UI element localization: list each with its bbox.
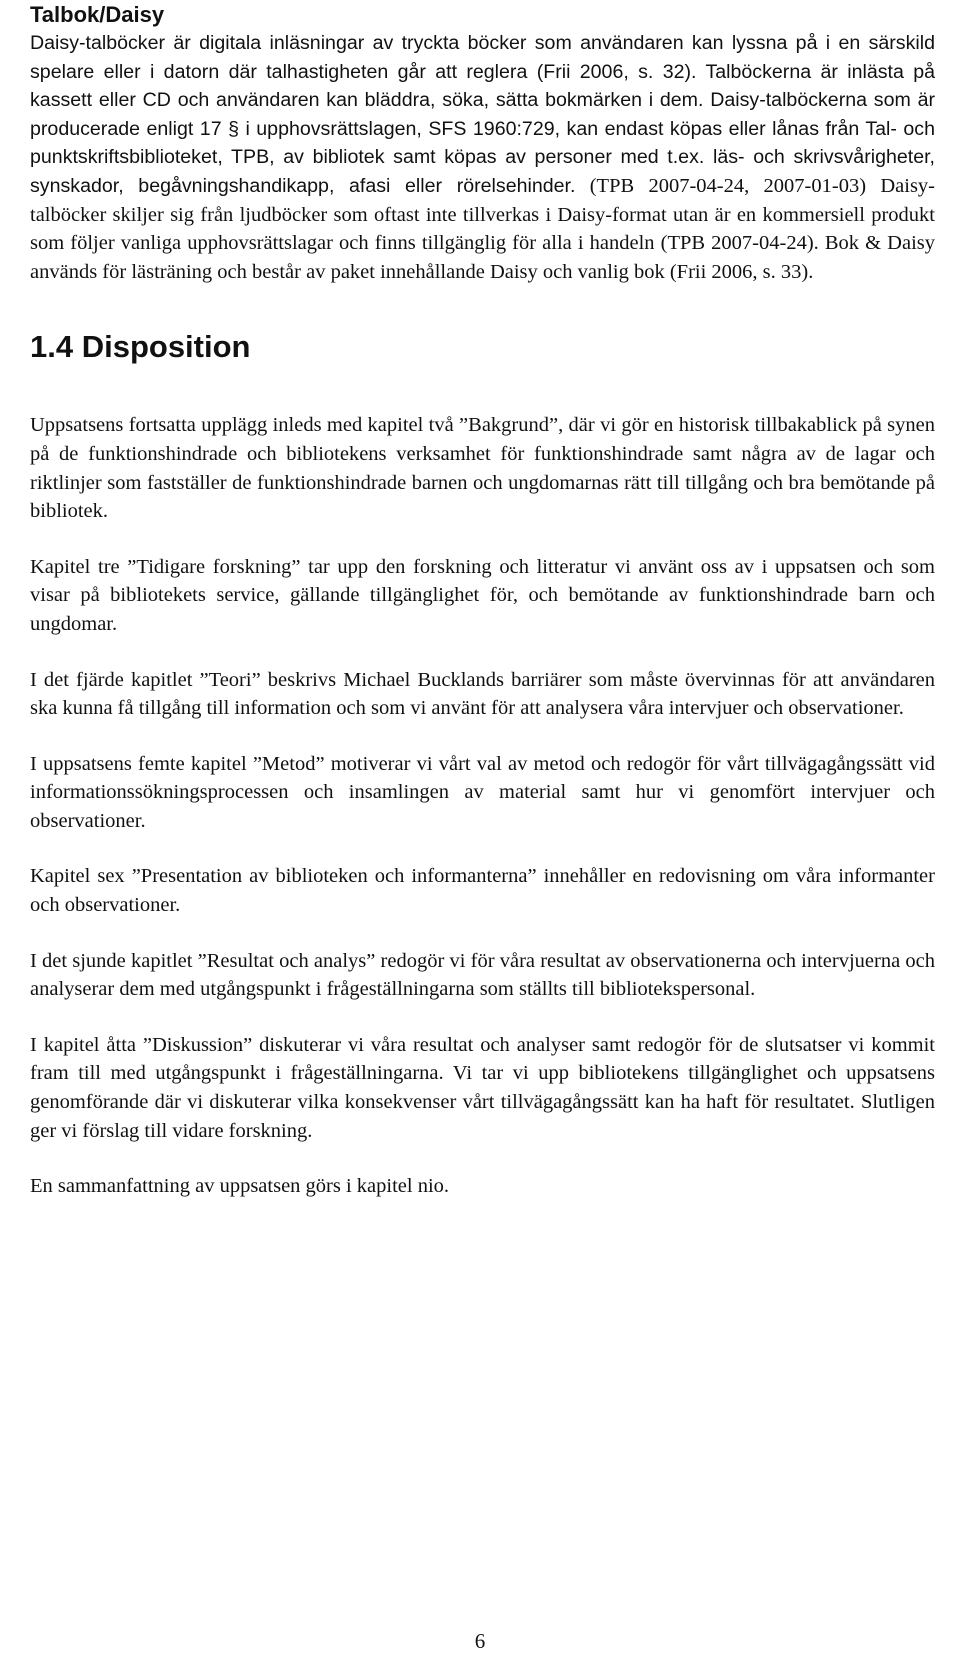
disposition-paragraph-teori: I det fjärde kapitlet ”Teori” beskrivs Michael Bucklands barriärer som måste övervinnas för att användaren ska kunna få tillgång till information och som vi använt för att analysera våra intervjuer och observationer.	[30, 668, 935, 720]
disposition-paragraph-metod: I uppsatsens femte kapitel ”Metod” motiverar vi vårt val av metod och redogör för vårt tillvägagångssätt vid informationssökningsprocessen och insamlingen av material samt hur vi genomfört intervjuer och observationer.	[30, 752, 935, 832]
talbok-daisy-paragraph-serif-part: (TPB 2007-04-24, 2007-01-03) Daisy-talböcker skiljer sig från ljudböcker som oftast inte tillverkas i Daisy-format utan är en kommersiell produkt som följer vanliga upphovsrättslagar och finns tillgänglig för alla i handeln (TPB 2007-04-24). Bok & Daisy används för lästräning och består av paket innehållande Daisy och vanlig bok (Frii 2006, s. 33).	[30, 174, 935, 283]
page-number: 6	[474, 1629, 486, 1653]
disposition-paragraph-presentation: Kapitel sex ”Presentation av biblioteken och informanterna” innehåller en redovisning om våra informanter och observationer.	[30, 865, 935, 917]
disposition-paragraph-resultat: I det sjunde kapitlet ”Resultat och analys” redogör vi för våra resultat av observationerna och intervjuerna och analyserar dem med utgångspunkt i frågeställningarna som ställts till bibliotekspersonal.	[30, 949, 935, 1001]
page-content	[30, 0, 935, 1201]
disposition-paragraph-tidigare-forskning: Kapitel tre ”Tidigare forskning” tar upp den forskning och litteratur vi använt oss av i uppsatsen och som visar på bibliotekets service, gällande tillgänglighet för, och bemötande av funktionshindrade barn och ungdomar.	[30, 555, 935, 635]
talbok-daisy-heading: Talbok/Daisy	[30, 2, 165, 27]
disposition-paragraph-bakgrund: Uppsatsens fortsatta upplägg inleds med kapitel två ”Bakgrund”, där vi gör en historisk tillbakablick på synen på de funktionshindrade och bibliotekens verksamhet för funktionshindrade samt några av de lagar och riktlinjer som fastställer de funktionshindrade barnen och ungdomarnas rätt till tillgång och bra bemötande på bibliotek.	[30, 414, 935, 523]
disposition-paragraph-sammanfattning: En sammanfattning av uppsatsen görs i kapitel nio.	[30, 1175, 450, 1198]
disposition-paragraph-diskussion: I kapitel åtta ”Diskussion” diskuterar vi våra resultat och analyser samt redogör för de slutsatser vi kommit fram till med utgångspunkt i frågeställningarna. Vi tar vi upp bibliotekens tillgänglighet och uppsatsens genomförande där vi diskuterar vilka konsekvenser vårt tillvägagångssätt kan ha haft för resultatet. Slutligen ger vi förslag till vidare forskning.	[30, 1033, 935, 1142]
disposition-section-title: 1.4 Disposition	[30, 329, 251, 365]
talbok-daisy-paragraph-sans-part: Daisy-talböcker är digitala inläsningar av tryckta böcker som användaren kan lyssna på i en särskild spelare eller i datorn där talhastigheten går att reglera (Frii 2006, s. 32). Talböckerna är inlästa på kassett eller CD och användaren kan bläddra, söka, sätta bokmärken i dem. Daisy-talböckerna som är producerade enligt 17 § i upphovsrättslagen, SFS 1960:729, kan endast köpas eller lånas från Tal- och punktskriftsbiblioteket, TPB, av bibliotek samt köpas av personer med t.ex. läs- och skrivsvårigheter, synskador, begåvningshandikapp, afasi eller rörelsehinder.	[30, 32, 935, 197]
talbok-daisy-paragraph	[30, 29, 935, 286]
